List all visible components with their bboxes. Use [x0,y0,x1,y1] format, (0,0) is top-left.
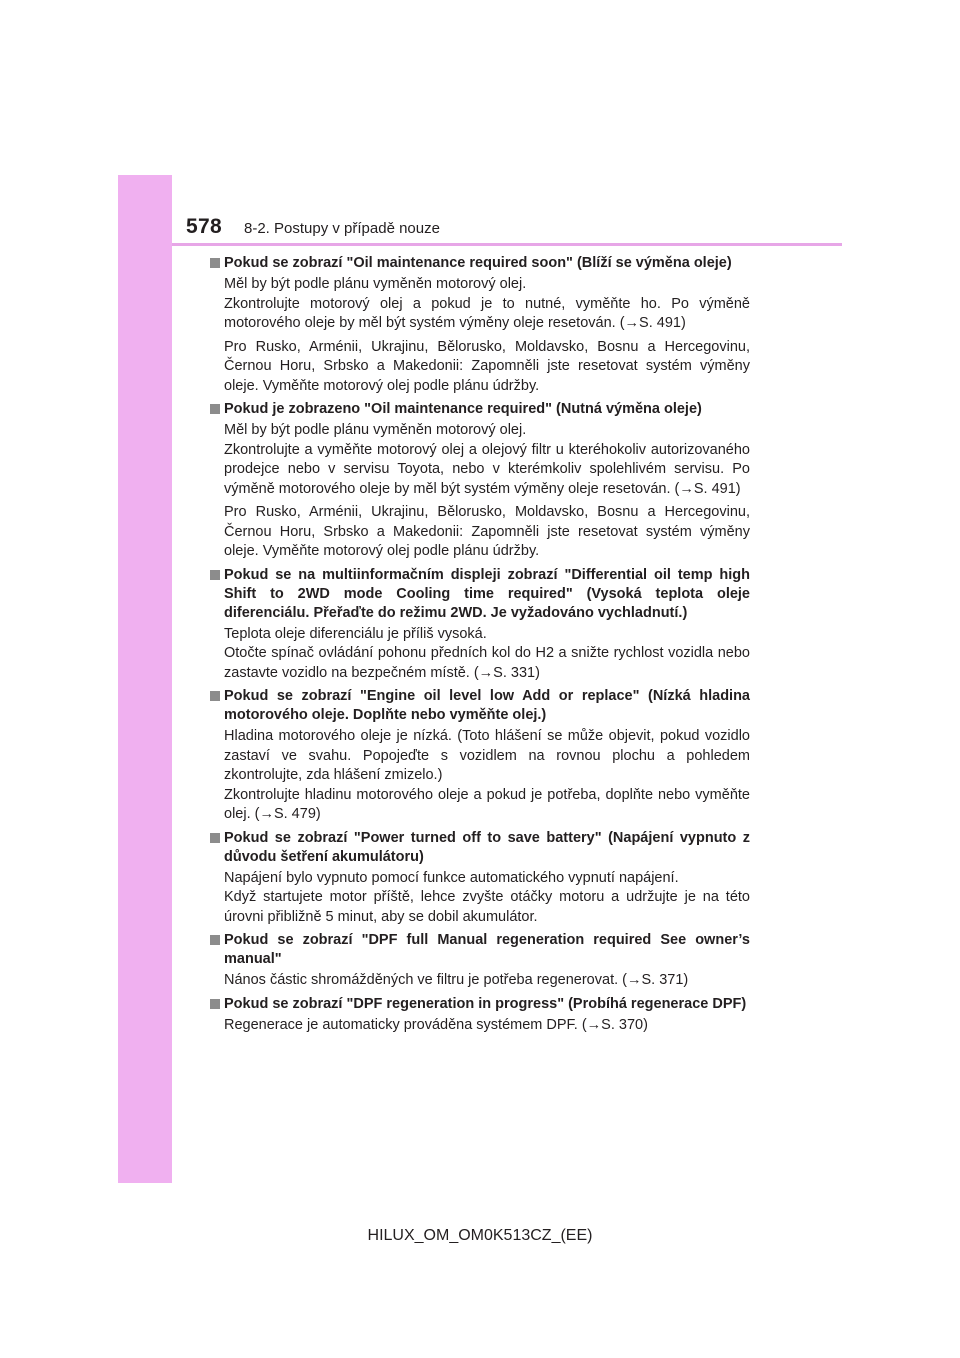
square-bullet-icon [210,404,220,414]
paragraph-line: Pro Rusko, Arménii, Ukrajinu, Bělorusko, Moldavsko, Bosnu a Hercegovinu, Černou Horu, Srbsko a Makedonii: Zapomněli jste resetovat systém výměny oleje. Vyměňte motorový olej podle plánu údržby. [224,504,750,559]
notice-item [209,254,750,396]
paragraph-line: Napájení bylo vypnuto pomocí funkce automatického vypnutí napájení. [224,869,679,886]
notice-heading-text: Pokud je zobrazeno "Oil maintenance required" (Nutná výměna oleje) [224,401,702,417]
notice-heading [209,687,750,725]
notice-item [209,931,750,991]
notice-heading [209,254,750,273]
page-content [209,254,750,1039]
notice-heading [209,400,750,419]
notice-item [209,566,750,684]
notice-paragraph [209,421,750,499]
square-bullet-icon [210,935,220,945]
notice-paragraph [209,1016,750,1036]
paragraph-line: Měl by být podle plánu vyměněn motorový olej. [224,276,527,292]
notice-paragraph [209,971,750,991]
paragraph-line: Měl by být podle plánu vyměněn motorový olej. [224,422,527,438]
notice-paragraph [209,869,750,928]
paragraph-line: Zkontrolujte motorový olej a pokud je to nutné, vyměňte ho. Po výměně motorového oleje by měl být systém výměny oleje resetován. (→S. 491) [224,295,750,331]
notice-heading [209,995,750,1014]
notice-heading-text: Pokud se zobrazí "Engine oil level low Add or replace" (Nízká hladina motorového oleje. Doplňte nebo vyměňte olej.) [224,688,750,723]
section-title: 8-2. Postupy v případě nouze [244,220,440,237]
notice-heading-text: Pokud se na multiinformačním displeji zobrazí "Differential oil temp high Shift to 2WD mode Cooling time required" (Vysoká teplota oleje diferenciálu. Přeřaďte do režimu 2WD. Je vyžadováno vychladnutí.) [224,566,750,621]
paragraph-line: Když startujete motor příště, lehce zvyšte otáčky motoru a udržujte je na této úrovni přibližně 5 minut, aby se dobil akumulátor. [224,889,750,925]
notice-heading-text: Pokud se zobrazí "DPF full Manual regeneration required See owner’s manual" [224,932,750,967]
notice-heading-text: Pokud se zobrazí "Oil maintenance required soon" (Blíží se výměna oleje) [224,255,732,271]
notice-heading-text: Pokud se zobrazí "Power turned off to save battery" (Napájení vypnuto z důvodu šetření akumulátoru) [224,829,750,865]
notice-paragraph [209,625,750,684]
chapter-sidebar-tab [118,175,172,1183]
page-number: 578 [186,215,222,238]
notice-heading [209,566,750,623]
notice-paragraph [209,338,750,397]
square-bullet-icon [210,258,220,268]
square-bullet-icon [210,833,220,843]
paragraph-line: Zkontrolujte a vyměňte motorový olej a olejový filtr u kteréhokoliv autorizovaného prodejce nebo v servisu Toyota, nebo v kterémkoliv spolehlivém servisu. Po výměně motorového oleje by měl být systém výměny oleje resetován. (→S. 491) [224,441,750,497]
paragraph-line: Regenerace je automaticky prováděna systémem DPF. (→S. 370) [224,1016,648,1033]
paragraph-line: Teplota oleje diferenciálu je příliš vysoká. [224,625,487,642]
notice-paragraph [209,727,750,825]
notice-heading-text: Pokud se zobrazí "DPF regeneration in progress" (Probíhá regenerace DPF) [224,995,747,1012]
paragraph-line: Zkontrolujte hladinu motorového oleje a pokud je potřeba, doplňte nebo vyměňte olej. (→S. 479) [224,786,750,822]
notice-item [209,687,750,825]
notice-item [209,400,750,562]
notice-paragraph [209,275,750,334]
square-bullet-icon [210,691,220,701]
notice-heading [209,829,750,867]
footer-document-id: HILUX_OM_OM0K513CZ_(EE) [367,1227,593,1244]
notice-paragraph [209,503,750,562]
paragraph-line: Nános částic shromážděných ve filtru je potřeba regenerovat. (→S. 371) [224,972,689,988]
paragraph-line: Pro Rusko, Arménii, Ukrajinu, Bělorusko, Moldavsko, Bosnu a Hercegovinu, Černou Horu, Srbsko a Makedonii: Zapomněli jste resetovat systém výměny oleje. Vyměňte motorový olej podle plánu údržby. [224,338,750,394]
notice-heading [209,931,750,969]
notice-item [209,829,750,928]
paragraph-line: Hladina motorového oleje je nízká. (Toto hlášení se může objevit, pokud vozidlo zastaví ve svahu. Popojeďte s vozidlem na rovnou plochu a pohledem zkontrolujte, zda hlášení zmizelo.) [224,728,750,783]
paragraph-line: Otočte spínač ovládání pohonu předních kol do H2 a snižte rychlost vozidla nebo zastavte vozidlo na bezpečném místě. (→S. 331) [224,645,750,681]
notice-item [209,995,750,1036]
header-divider [172,243,842,246]
square-bullet-icon [210,570,220,580]
square-bullet-icon [210,999,220,1009]
